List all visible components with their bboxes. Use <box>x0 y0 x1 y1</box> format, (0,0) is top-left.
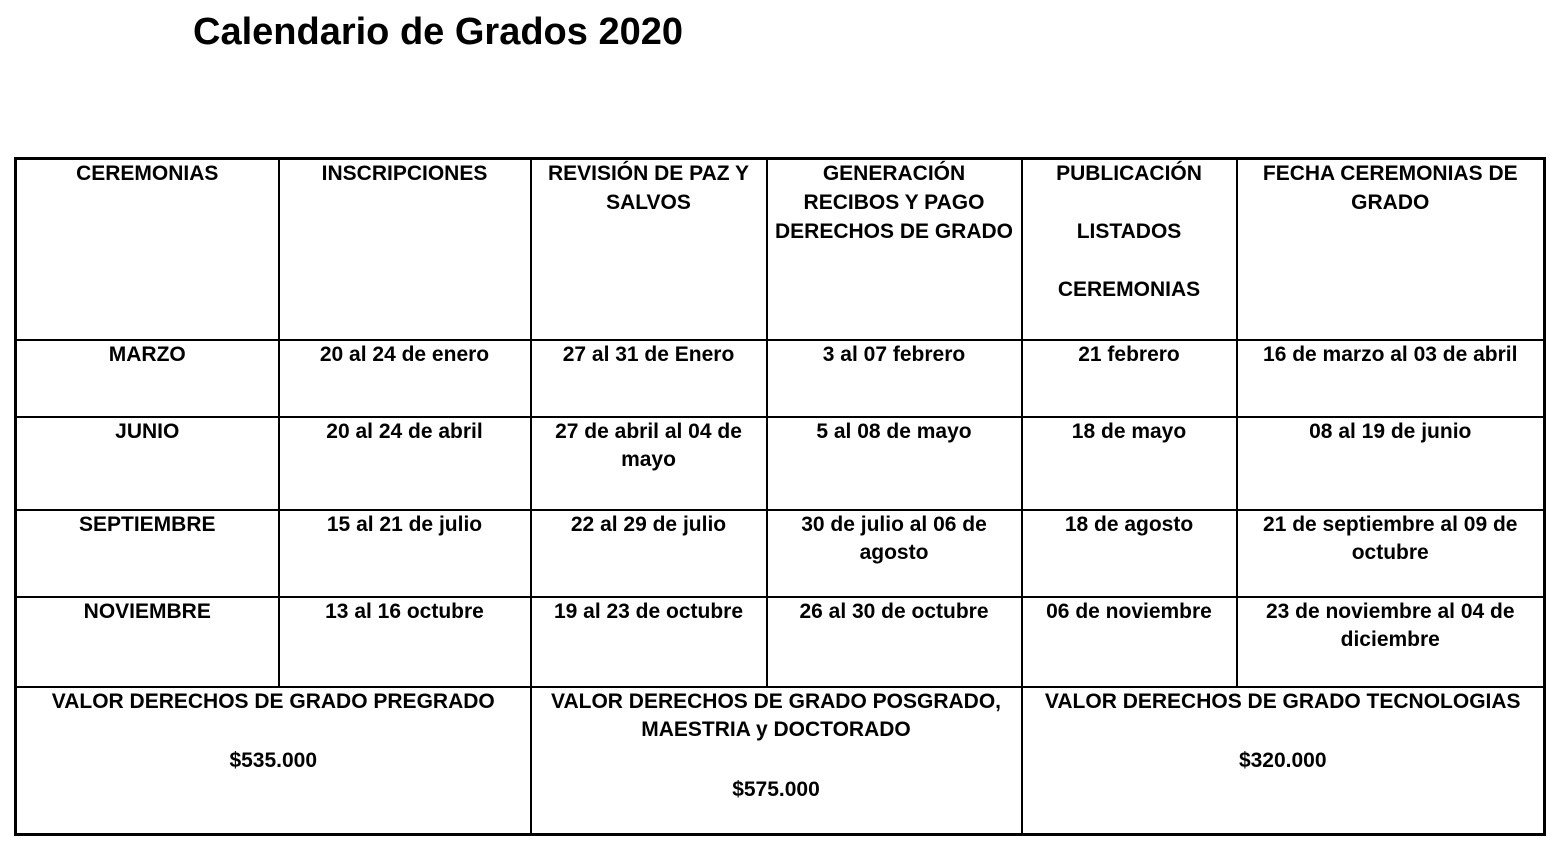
cell-publicacion-listados: 06 de noviembre <box>1022 597 1237 687</box>
footer-cell-pregrado <box>16 687 531 835</box>
table-footer-row <box>16 687 1545 835</box>
column-header-fecha-ceremonias: FECHA CEREMONIAS DE GRADO <box>1237 159 1545 340</box>
cell-revision-paz-salvos: 22 al 29 de julio <box>531 510 767 597</box>
cell-fecha-ceremonias: 23 de noviembre al 04 de diciembre <box>1237 597 1545 687</box>
footer-cell-tecnologias <box>1022 687 1545 835</box>
footer-label: VALOR DERECHOS DE GRADO TECNOLOGIAS <box>1044 689 1521 713</box>
cell-fecha-ceremonias: 08 al 19 de junio <box>1237 417 1545 510</box>
table-header-row <box>16 159 1545 340</box>
footer-value: $535.000 <box>229 749 318 773</box>
footer-label: VALOR DERECHOS DE GRADO POSGRADO, MAESTRIA y DOCTORADO <box>551 689 1001 742</box>
header-line: CEREMONIAS <box>1057 277 1201 301</box>
header-line: GENERACIÓN <box>822 162 966 185</box>
cell-generacion-recibos: 30 de julio al 06 de agosto <box>767 510 1022 597</box>
cell-inscripciones: 15 al 21 de julio <box>279 510 531 597</box>
cell-fecha-ceremonias: 16 de marzo al 03 de abril <box>1237 340 1545 417</box>
header-line: PUBLICACIÓN <box>1056 162 1202 185</box>
table-row-junio <box>16 417 1545 510</box>
cell-publicacion-listados: 21 febrero <box>1022 340 1237 417</box>
column-header-publicacion-listados <box>1022 159 1237 340</box>
table-row-noviembre <box>16 597 1545 687</box>
cell-generacion-recibos: 5 al 08 de mayo <box>767 417 1022 510</box>
header-line: RECIBOS Y PAGO <box>803 190 985 214</box>
column-header-ceremonias: CEREMONIAS <box>16 159 279 340</box>
column-header-inscripciones: INSCRIPCIONES <box>279 159 531 340</box>
header-line: LISTADOS <box>1076 219 1182 243</box>
cell-revision-paz-salvos: 27 de abril al 04 de mayo <box>531 417 767 510</box>
cell-ceremonia: SEPTIEMBRE <box>16 510 279 597</box>
cell-inscripciones: 13 al 16 octubre <box>279 597 531 687</box>
header-line: DERECHOS DE GRADO <box>774 219 1014 243</box>
cell-publicacion-listados: 18 de agosto <box>1022 510 1237 597</box>
footer-cell-posgrado <box>531 687 1022 835</box>
cell-inscripciones: 20 al 24 de enero <box>279 340 531 417</box>
table-row-septiembre <box>16 510 1545 597</box>
footer-value: $575.000 <box>732 778 820 802</box>
page-title: Calendario de Grados 2020 <box>193 11 683 53</box>
table-row-marzo <box>16 340 1545 417</box>
footer-label: VALOR DERECHOS DE GRADO PREGRADO <box>51 689 495 713</box>
column-header-generacion-recibos <box>767 159 1022 340</box>
cell-revision-paz-salvos: 27 al 31 de Enero <box>531 340 767 417</box>
cell-generacion-recibos: 3 al 07 febrero <box>767 340 1022 417</box>
column-header-revision-paz-salvos: REVISIÓN DE PAZ Y SALVOS <box>531 159 767 340</box>
cell-revision-paz-salvos: 19 al 23 de octubre <box>531 597 767 687</box>
cell-ceremonia: JUNIO <box>16 417 279 510</box>
grades-calendar-table <box>14 157 1546 836</box>
cell-fecha-ceremonias: 21 de septiembre al 09 de octubre <box>1237 510 1545 597</box>
footer-value: $320.000 <box>1238 749 1327 773</box>
cell-inscripciones: 20 al 24 de abril <box>279 417 531 510</box>
cell-generacion-recibos: 26 al 30 de octubre <box>767 597 1022 687</box>
cell-ceremonia: NOVIEMBRE <box>16 597 279 687</box>
cell-ceremonia: MARZO <box>16 340 279 417</box>
cell-publicacion-listados: 18 de mayo <box>1022 417 1237 510</box>
